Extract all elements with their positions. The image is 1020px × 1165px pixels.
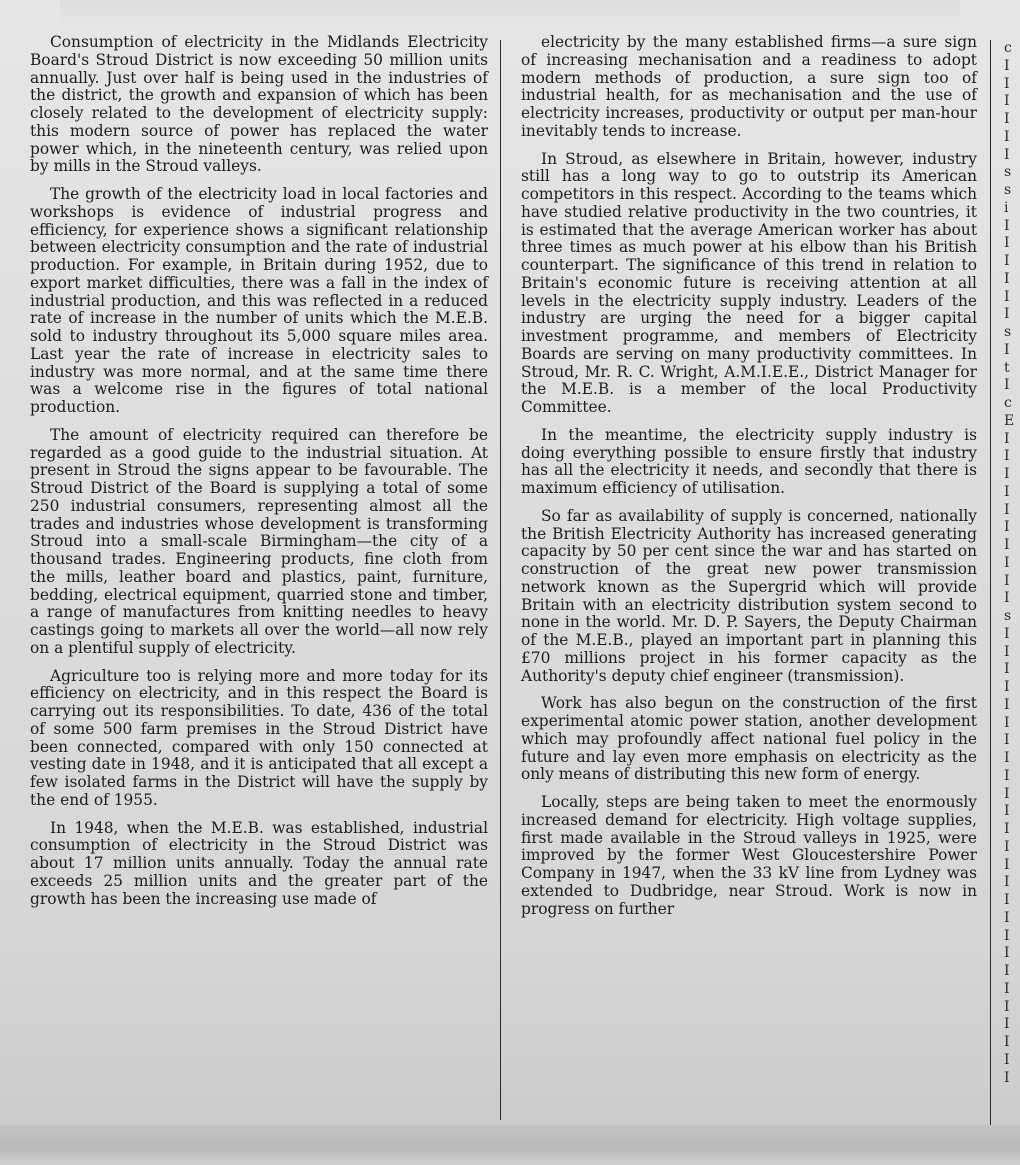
edge-fragment-char: I <box>1004 767 1010 784</box>
left-paragraph-5: In 1948, when the M.E.B. was established, industrial consumption of electricity in the Stroud District was about 17 million units annually. Today the annual rate exceeds 25 million units and the greater part of the growth has been the increasing use made of <box>30 818 488 908</box>
edge-fragment-char: E <box>1004 412 1015 429</box>
edge-fragment-char: I <box>1004 714 1010 731</box>
edge-fragment-char: I <box>1004 838 1010 855</box>
edge-fragment-char: I <box>1004 128 1010 145</box>
adjacent-column-fragment <box>1004 40 1018 1087</box>
right-paragraph-5: Work has also begun on the construction of the first experimental atomic power station, another development which may profoundly affect national fuel policy in the future and lay even more emphasis on electricity as the only means of distributing this new form of energy. <box>521 694 977 784</box>
page-fold-shadow <box>0 1125 1020 1165</box>
edge-fragment-char: t <box>1004 359 1010 376</box>
edge-fragment-char: s <box>1004 324 1012 340</box>
edge-fragment-char: I <box>1004 146 1010 163</box>
right-paragraph-2: In Stroud, as elsewhere in Britain, however, industry still has a long way to go to outstrip its American competitors in this respect. According to the teams which have studied relative productivity in the two countries, it is estimated that the average American worker has about three times as much power at his elbow than his British counterpart. The significance of this trend in relation to Britain's economic future is receiving attention at all levels in the electricity supply industry. Leaders of the industry are urging the need for a bigger capital investment programme, and members of Electricity Boards are serving on many productivity committees. In Stroud, Mr. R. C. Wright, A.M.I.E.E., District Manager for the M.E.B. is a member of the local Productivity Committee. <box>521 149 977 416</box>
edge-fragment-char: I <box>1004 643 1010 660</box>
edge-fragment-char: I <box>1004 288 1010 305</box>
right-column-divider <box>990 40 991 1125</box>
right-paragraph-1: electricity by the many established firms—a sure sign of increasing mechanisation and a readiness to adopt modern methods of production, a sure sign too of industrial health, for as mechanisation and the use of electricity increases, productivity or output per man-hour inevitably tends to increase. <box>521 33 977 140</box>
edge-fragment-char: I <box>1004 661 1010 678</box>
edge-fragment-char: I <box>1004 625 1010 642</box>
edge-fragment-char: I <box>1004 448 1010 465</box>
edge-fragment-char: I <box>1004 980 1010 997</box>
edge-fragment-char: I <box>1004 111 1010 127</box>
edge-fragment-char: I <box>1004 377 1010 394</box>
right-paragraph-4: So far as availability of supply is concerned, nationally the British Electricity Authority has increased generating capacity by 50 per cent since the war and has started on construction of the great new power transmission network known as the Supergrid which will provide Britain with an electricity distribution system second to none in the world. Mr. D. P. Sayers, the Deputy Chairman of the M.E.B., played an important part in planning this £70 millions project in his former capacity as the Authority's deputy chief engineer (transmission). <box>521 506 977 685</box>
left-paragraph-1: Consumption of electricity in the Midlands Electricity Board's Stroud District is now exceeding 50 million units annually. Just over half is being used in the industries of the district, the growth and expansion of which has been closely related to the development of electricity supply: this modern source of power has replaced the water power which, in the nineteenth century, was relied upon by mills in the Stroud valleys. <box>30 33 488 176</box>
right-paragraph-3: In the meantime, the electricity supply industry is doing everything possible to ensure firstly that industry has all the electricity it needs, and secondly that there is maximum efficiency of utilisation. <box>521 425 977 497</box>
edge-fragment-char: I <box>1004 217 1010 234</box>
edge-fragment-char: I <box>1004 93 1010 110</box>
edge-fragment-char: s <box>1004 164 1012 181</box>
edge-fragment-char: I <box>1004 519 1010 536</box>
edge-fragment-char: I <box>1004 821 1010 837</box>
edge-fragment-char: I <box>1004 856 1010 873</box>
right-paragraph-6: Locally, steps are being taken to meet the enormously increased demand for electricity. High voltage supplies, first made available in the Stroud valleys in 1925, were improved by the former West Gloucestershire Power Company in 1947, when the 33 kV line from Lydney was extended to Dudbridge, near Stroud. Work is now in progress on further <box>521 793 977 918</box>
edge-fragment-char: I <box>1004 679 1010 695</box>
faded-top-edge <box>60 0 960 28</box>
edge-fragment-char: I <box>1004 341 1010 358</box>
edge-fragment-char: I <box>1004 253 1010 269</box>
edge-fragment-char: I <box>1004 696 1010 713</box>
edge-fragment-char: I <box>1004 1051 1010 1068</box>
left-column <box>30 34 488 918</box>
edge-fragment-char: c <box>1004 40 1012 56</box>
right-column <box>521 34 977 928</box>
edge-fragment-char: I <box>1004 235 1010 252</box>
edge-fragment-char: I <box>1004 483 1010 500</box>
edge-fragment-char: I <box>1004 874 1010 891</box>
edge-fragment-char: i <box>1004 199 1009 216</box>
edge-fragment-char: I <box>1004 732 1010 749</box>
edge-fragment-char: I <box>1004 998 1010 1015</box>
edge-fragment-char: I <box>1004 750 1010 766</box>
edge-fragment-char: s <box>1004 608 1012 624</box>
edge-fragment-char: I <box>1004 537 1010 553</box>
column-divider <box>500 40 501 1120</box>
edge-fragment-char: I <box>1004 927 1010 944</box>
edge-fragment-char: I <box>1004 1016 1010 1033</box>
edge-fragment-char: I <box>1004 270 1010 287</box>
edge-fragment-char: I <box>1004 590 1010 607</box>
left-paragraph-2: The growth of the electricity load in local factories and workshops is evidence of industrial progress and efficiency, for experience shows a significant relationship between electricity consumption and the rate of industrial production. For example, in Britain during 1952, due to export market difficulties, there was a fall in the index of industrial production, and this was reflected in a reduced rate of increase in the number of units which the M.E.B. sold to industry throughout its 5,000 square miles area. Last year the rate of increase in electricity sales to industry was more normal, and at the same time there was a welcome rise in the figures of total national production. <box>30 185 488 416</box>
edge-fragment-char: c <box>1004 395 1012 411</box>
edge-fragment-char: I <box>1004 466 1010 482</box>
left-paragraph-3: The amount of electricity required can therefore be regarded as a good guide to the industrial situation. At present in Stroud the signs appear to be favourable. The Stroud District of the Board is supplying a total of some 250 industrial consumers, representing almost all the trades and industries whose development is transforming Stroud into a small-scale Birmingham—the city of a thousand trades. Engineering products, fine cloth from the mills, leather board and plastics, paint, furniture, bedding, electrical equipment, quarried stone and timber, a range of manufactures from knitting needles to heavy castings going to markets all over the world—all now rely on a plentiful supply of electricity. <box>30 425 488 657</box>
edge-fragment-char: I <box>1004 1069 1010 1086</box>
edge-fragment-char: I <box>1004 554 1010 571</box>
left-paragraph-4: Agriculture too is relying more and more today for its efficiency on electricity, and in this respect the Board is carrying out its responsibilities. To date, 436 of the total of some 500 farm premises in the Stroud District have been connected, compared with only 150 connected at vesting date in 1948, and it is anticipated that all except a few isolated farms in the District will have the supply by the end of 1955. <box>30 666 488 809</box>
edge-fragment-char: I <box>1004 785 1010 802</box>
edge-fragment-char: I <box>1004 1034 1010 1050</box>
edge-fragment-char: I <box>1004 430 1010 447</box>
edge-fragment-char: I <box>1004 945 1010 962</box>
edge-fragment-char: s <box>1004 182 1012 198</box>
edge-fragment-char: I <box>1004 306 1010 323</box>
edge-fragment-char: I <box>1004 572 1010 589</box>
edge-fragment-char: I <box>1004 75 1010 92</box>
edge-fragment-char: I <box>1004 803 1010 820</box>
edge-fragment-char: I <box>1004 501 1010 518</box>
edge-fragment-char: I <box>1004 57 1010 74</box>
edge-fragment-char: I <box>1004 909 1010 926</box>
edge-fragment-char: I <box>1004 892 1010 908</box>
edge-fragment-char: I <box>1004 963 1010 979</box>
